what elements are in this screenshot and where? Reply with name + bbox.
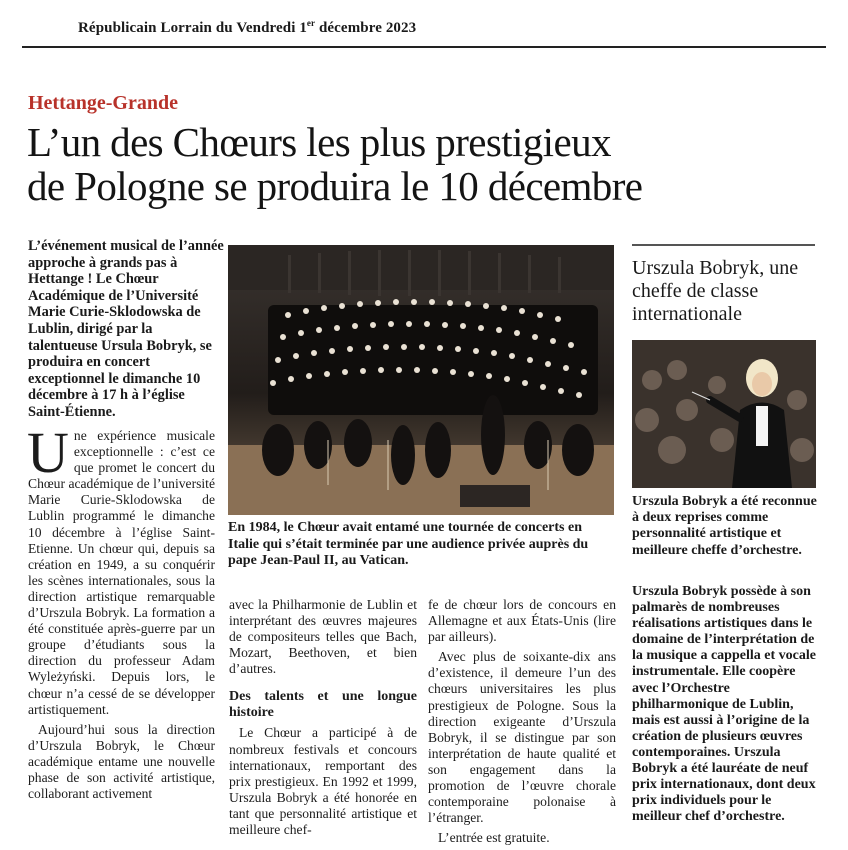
- headline-line-1: L’un des Chœurs les plus prestigieux: [27, 119, 611, 165]
- paragraph: L’entrée est gratuite.: [438, 830, 550, 846]
- paragraph: Le Chœur a participé à de nombreux festivals et concours internationaux, remportant des prix prestigieux. En 1992 et 1999, Urszula Bobryk a été honorée en tant que personnalité artistique et meilleure chef-: [229, 725, 417, 838]
- headline-line-2: de Pologne se produira le 10 décembre: [27, 163, 643, 209]
- paragraph: Avec plus de soixante-dix ans d’existence, il demeure l’un des chœurs universitaires les plus prestigieux de Pologne. Sous la direction exigeante d’Urszula Bobryk, il se distingue par son interprétation de haute qualité et son engagement dans la promotion de l’œuvre chorale contemporaine polonaise à l’étranger.: [428, 649, 616, 826]
- choir-photo-illustration: [228, 245, 614, 515]
- kicker-location: Hettange-Grande: [28, 92, 178, 114]
- paragraph: avec la Philharmonie de Lublin et interprétant des œuvres majeures de compositeurs telles que Bach, Mozart, Beethoven, et bien d’autres.: [229, 597, 417, 677]
- paragraph: Aujourd’hui sous la direction d’Urszula Bobryk, le Chœur académique entame une nouvelle phase de son activité artistique, collaborant activement: [28, 721, 215, 802]
- sidebar-rule: [632, 244, 815, 246]
- newspaper-header: [78, 18, 416, 37]
- conductor-photo-illustration: [632, 340, 816, 488]
- sidebar-title: Urszula Bobryk, une cheffe de classe internationale: [632, 257, 799, 325]
- choir-concert-photo: [228, 245, 614, 515]
- drop-cap: U: [27, 420, 69, 485]
- headline: [27, 120, 827, 208]
- article-column-2: [229, 597, 417, 842]
- paragraph: fe de chœur lors de concours en Allemagne et aux États-Unis (lire par ailleurs).: [428, 597, 616, 645]
- publication-date: Républicain Lorrain du Vendredi 1: [78, 20, 307, 36]
- article-column-3: [428, 597, 616, 850]
- date-rest: décembre 2023: [315, 20, 417, 36]
- photo-caption: En 1984, le Chœur avait entamé une tournée de concerts en Italie qui s’était terminée par une audience privée auprès du pape Jean-Paul II, au Vatican.: [228, 520, 589, 568]
- conductor-photo: [632, 340, 816, 488]
- article-column-1: [27, 420, 215, 806]
- section-subhead: Des talents et une longue histoire: [229, 689, 417, 721]
- header-rule: [22, 46, 826, 48]
- ordinal-suffix: er: [306, 18, 316, 28]
- paragraph: ne expérience musicale exceptionnelle : c’est ce que promet le concert du Chœur académique de l’université Marie Curie-Sklodowska de Lublin programmé le dimanche 10 décembre à l’église Saint-Etienne. Un chœur qui, depuis sa création en 1949, a su conquérir les scènes internationales, sous la direction artistique remarquable d’Urszula Bobryk. La formation a été constituée après-guerre par un groupe d’étudiants sous la direction du professeur Adam Wyleżyński. Depuis lors, le chœur n’a cessé de se développer artistiquement.: [28, 428, 215, 717]
- sidebar-body: Urszula Bobryk possède à son palmarès de nombreuses réalisations artistiques dans le domaine de l’interprétation de la musique a cappella et vocale instrumentale. Elle coopère avec l’Orchestre philharmonique de Lublin, mais est aussi à l’origine de la création de plusieurs œuvres contemporaines. Urszula Bobryk a été lauréate de neuf prix internationaux, dont deux prix individuels pour le meilleur chef d’orchestre.: [632, 584, 816, 825]
- article-lede: L’événement musical de l’année approche à grands pas à Hettange ! Le Chœur Académique de l’Université Marie Curie-Sklodowska de Lublin, dirigé par la talentueuse Ursula Bobryk, se produira en concert exceptionnel le dimanche 10 décembre à 17 h à l’église Saint-Étienne.: [28, 238, 224, 420]
- sidebar-photo-caption: Urszula Bobryk a été reconnue à deux reprises comme personnalité artistique et meilleure cheffe d’orchestre.: [632, 494, 817, 558]
